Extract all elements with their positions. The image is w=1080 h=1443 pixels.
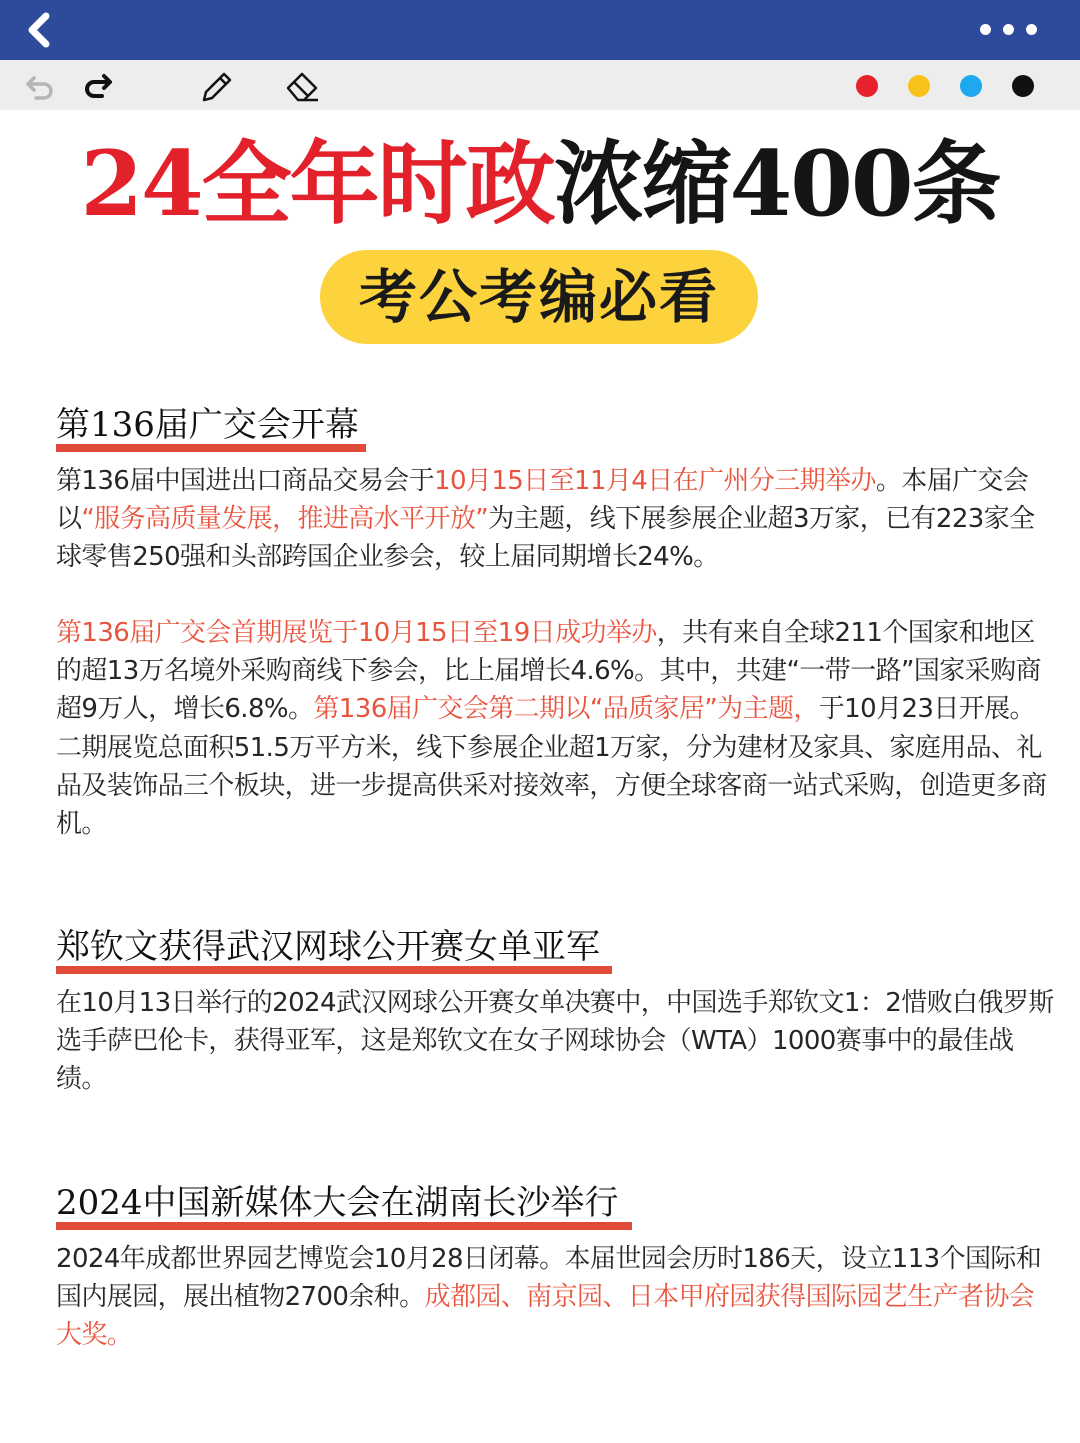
pencil-icon [198,68,234,104]
more-dots-icon [1026,24,1037,35]
color-black-swatch[interactable] [1012,75,1034,97]
section-paragraph: 第136届广交会首期展览于10月15日至19日成功举办，共有来自全球211个国家和地区的超13万名境外采购商线下参会，比上届增长4.6%。其中，共建“一带一路”国家采购商超9万人，增长6.8%。第136届广交会第二期以“品质家居”为主题，于10月23日开展。二期展览总面积51.5万平方米，线下参展企业超1万家，分为建材及家具、家庭用品、礼品及装饰品三个板块，进一步提高供采对接效率，方便全球客商一站式采购，创造更多商机。 [56,618,1047,840]
color-blue-swatch[interactable] [960,75,982,97]
undo-button[interactable] [22,68,58,104]
section-heading: 2024中国新媒体大会在湖南长沙举行 [56,1180,619,1226]
subtitle-badge: 考公考编必看 [320,250,758,344]
pencil-button[interactable] [198,68,234,104]
top-nav-bar [0,0,1080,60]
section-paragraph: 在10月13日举行的2024武汉网球公开赛女单决赛中，中国选手郑钦文1：2惜败白俄罗斯选手萨巴伦卡，获得亚军，这是郑钦文在女子网球协会（WTA）1000赛事中的最佳战绩。 [56,988,1054,1095]
section-heading: 郑钦文获得武汉网球公开赛女单亚军 [56,924,600,970]
section-paragraph: 第136届中国进出口商品交易会于10月15日至11月4日在广州分三期举办。本届广交会以“服务高质量发展，推进高水平开放”为主题，线下展参展企业超3万家，已有223家全球零售250强和头部跨国企业参会，较上届同期增长24%。 [56,466,1035,573]
title-red-part: 24全年时政 [80,131,554,237]
more-dots-icon [1003,24,1014,35]
section-paragraph: 2024年成都世界园艺博览会10月28日闭幕。本届世园会历时186天，设立113个国际和国内展园，展出植物2700余种。成都园、南京园、日本甲府园获得国际园艺生产者协会大奖。 [56,1244,1042,1351]
redo-button[interactable] [80,68,116,104]
color-yellow-swatch[interactable] [908,75,930,97]
more-dots-icon [980,24,991,35]
chevron-left-icon [18,8,62,52]
eraser-icon [284,68,320,104]
page-title [0,128,1080,240]
back-button[interactable] [18,8,62,52]
section-heading: 第136届广交会开幕 [56,402,359,448]
more-options-button[interactable] [980,17,1044,41]
eraser-button[interactable] [284,68,320,104]
undo-icon [22,68,58,104]
color-red-swatch[interactable] [856,75,878,97]
redo-icon [80,68,116,104]
title-dark-part: 浓缩400条 [553,131,1000,237]
